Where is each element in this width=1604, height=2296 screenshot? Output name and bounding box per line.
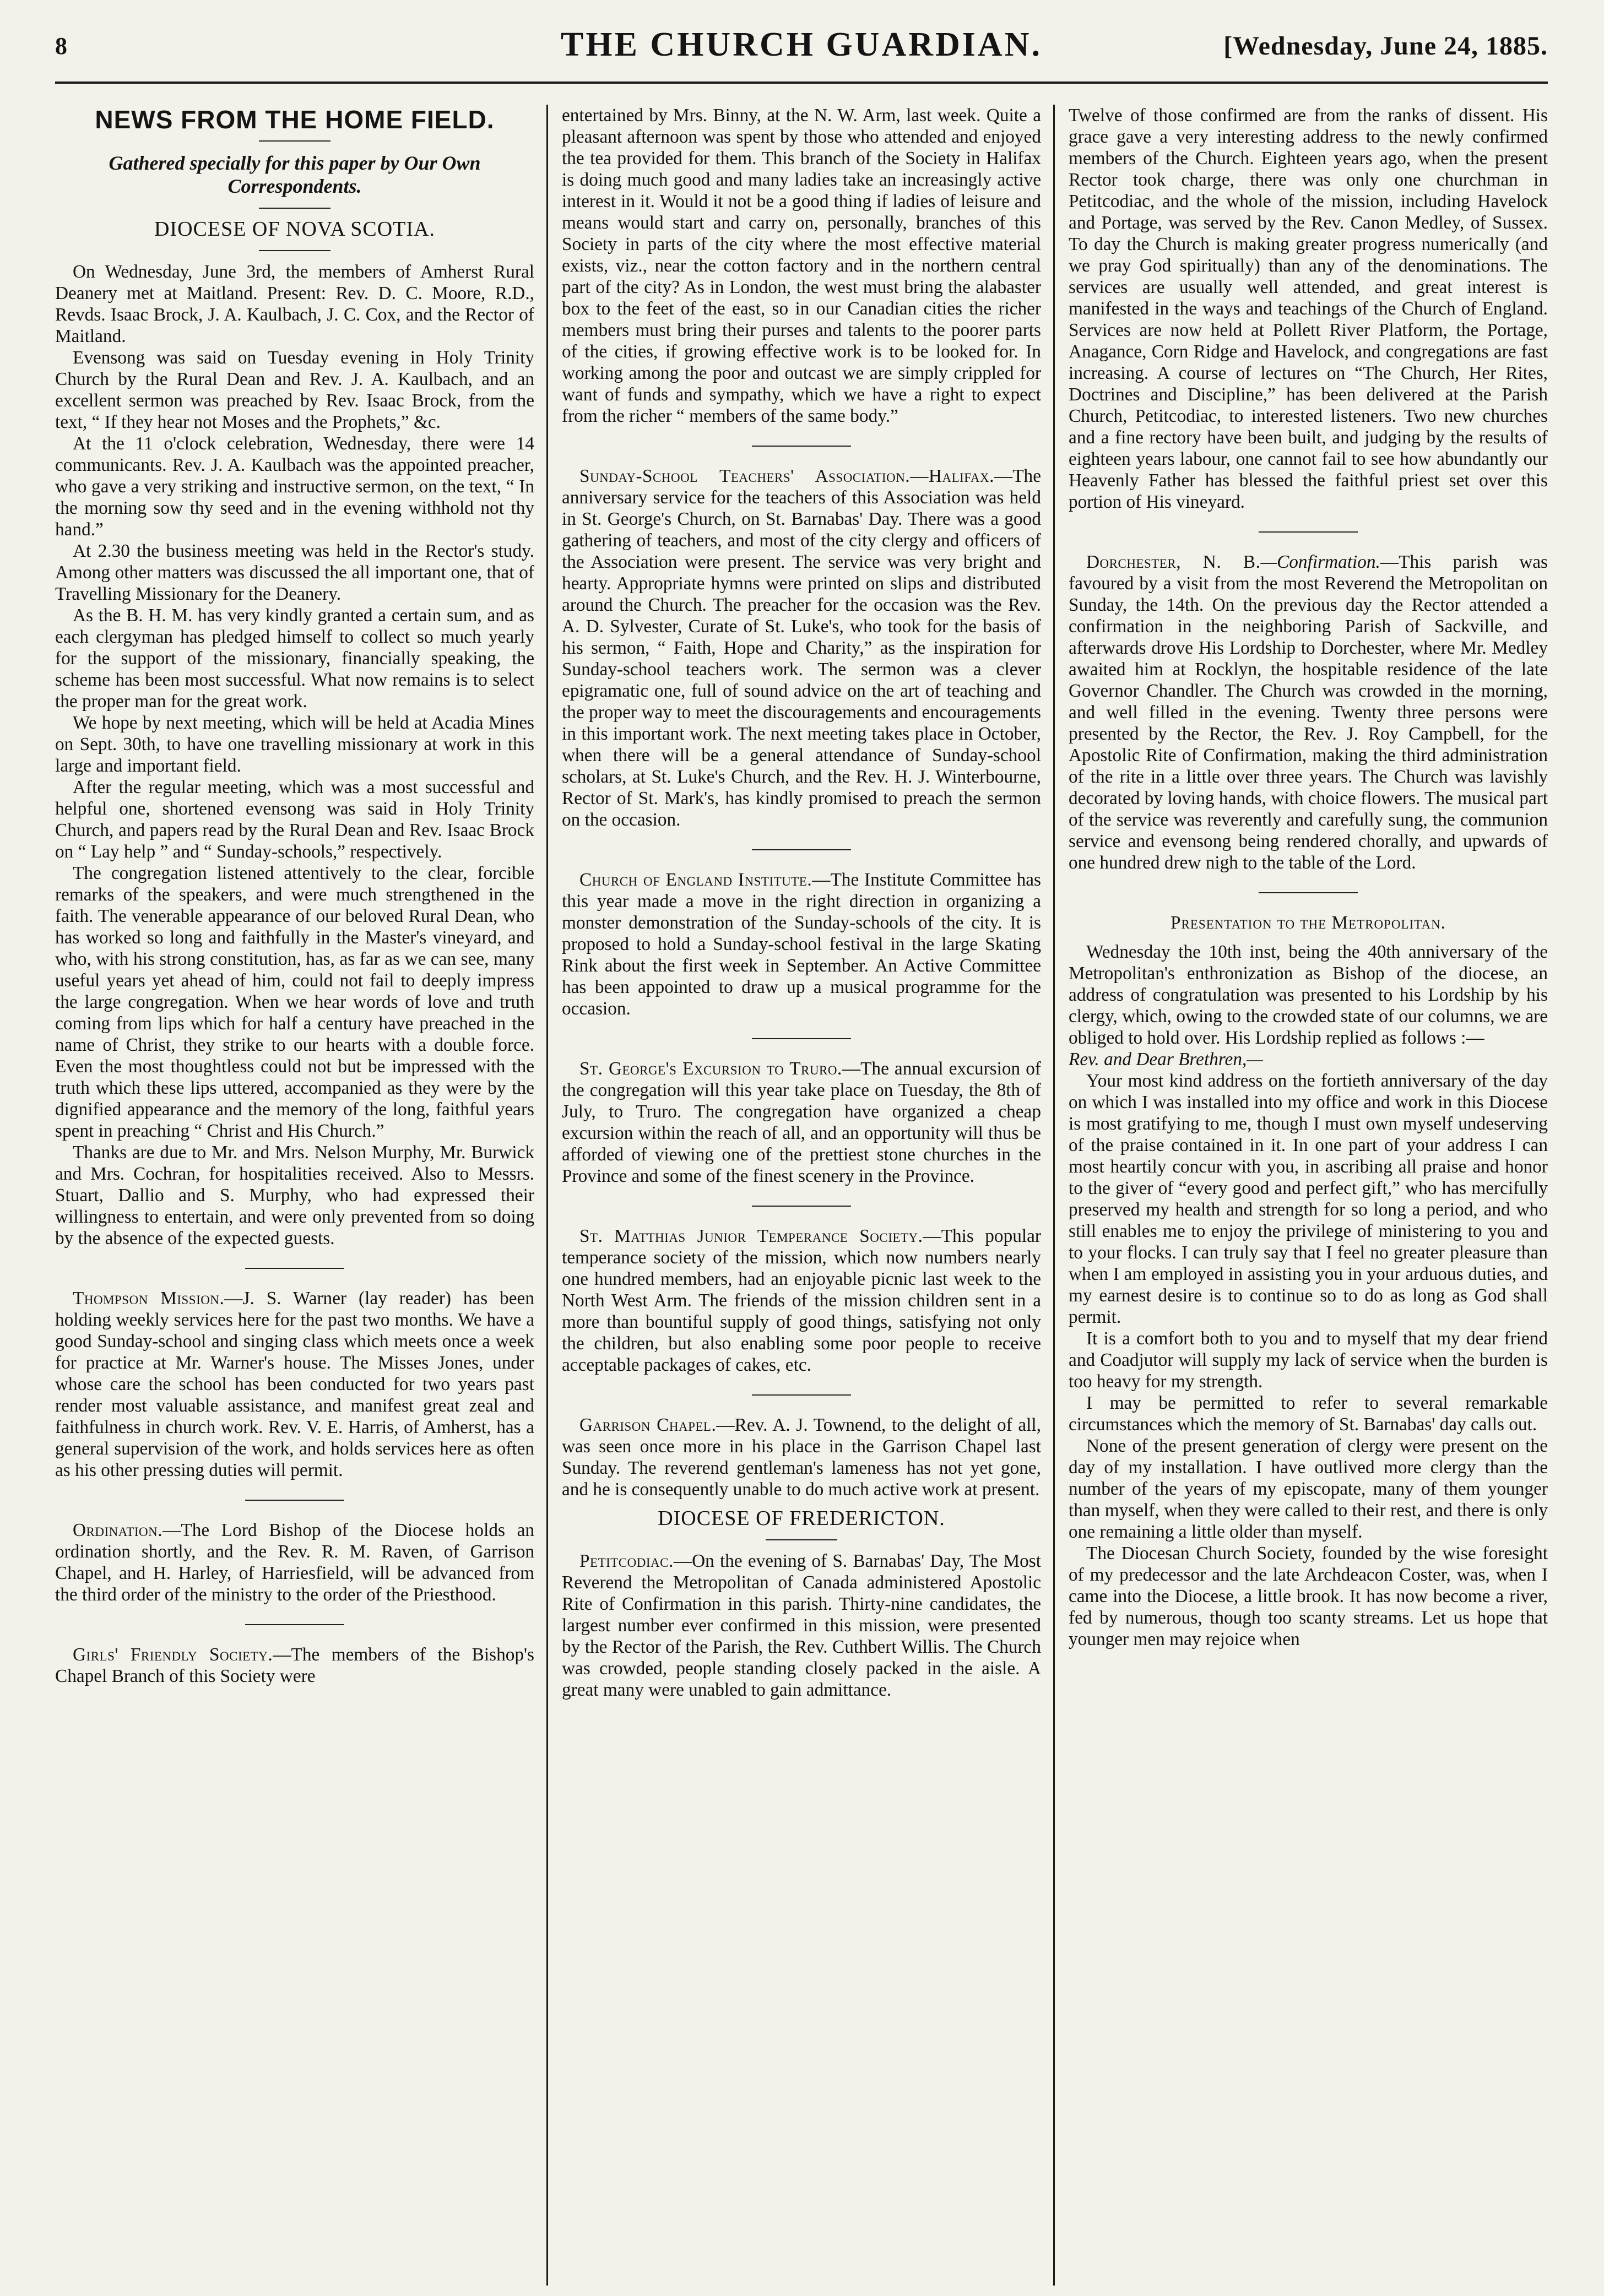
article-head: St. Matthias Junior Temperance Society.: [579, 1226, 923, 1246]
paragraph: On Wednesday, June 3rd, the members of Amherst Rural Deanery met at Maitland. Present: Rev. D. C. Moore, R.D., Revds. Isaac Brock, J. A. Kaulbach, J. C. Cox, and the Rector of Maitland.: [55, 262, 534, 346]
article-church-institute: [562, 869, 1041, 1019]
diocese-heading-fredericton: DIOCESE OF FREDERICTON.: [658, 1507, 945, 1530]
article-petitcodiac: [562, 1550, 1041, 1701]
separator: [752, 1206, 851, 1207]
paragraph: Twelve of those confirmed are from the ranks of dissent. His grace gave a very interesting address to the newly confirmed members of the Church. Eighteen years ago, when the present Rector took charge, there was only one churchman in Petitcodiac, and the whole of the mission, including Havelock and Portage, was served by the Rev. Canon Medley, of Sussex. To day the Church is making greater progress numerically (and we pray God spiritually) than any of the denominations. The services are usually well attended, and great interest is manifested in the ways and teachings of the Church of England. Services are now held at Pollett River Platform, the Portage, Anagance, Corn Ridge and Havelock, and congregations are fast increasing. A course of lectures on “The Church, Her Rites, Doctrines and Discipline,” has been delivered at the Parish Church, Petitcodiac, to interested listeners. Two new churches and a fine rectory have been built, and judging by the results of eighteen years labour, one cannot fail to see how abundantly our Heavenly Father has blessed the faithful priest set over this portion of His vineyard.: [1069, 105, 1548, 512]
article-head: St. George's Excursion to Truro.: [579, 1059, 842, 1079]
paragraph: Your most kind address on the fortieth anniversary of the day on which I was installed into my office and work in this Diocese is most gratifying to me, though I must own myself undeserving of the praise contained in it. In one part of your address I can most heartily concur with you, in ascribing all praise and honor to the giver of “every good and perfect gift,” who has mercifully preserved my health and strength for so long a period, and who still enables me to enjoy the privilege of ministering to you and to your flocks. I can truly say that I feel no greater pleasure than when I am employed in assisting you in your arduous duties, and my earnest desire is to continue so to do as long as God shall permit.: [1069, 1071, 1548, 1327]
article-head: Garrison Chapel.: [579, 1415, 717, 1435]
newspaper-title: THE CHURCH GUARDIAN.: [561, 26, 1042, 63]
separator: [259, 140, 330, 142]
separator: [245, 1500, 344, 1501]
article-head: Petitcodiac.: [579, 1551, 674, 1571]
article-head: Dorchester, N. B.: [1086, 552, 1261, 572]
separator: [1259, 531, 1358, 533]
paragraph: The congregation listened attentively to the clear, forcible remarks of the speakers, and were much strengthened in the faith. The venerable appearance of our beloved Rural Dean, who has worked so long and faithfully in the Master's vineyard, and who, with his strong constitution, has, as far as we can see, many useful years yet ahead of him, could not fail to deeply impress the large congregation. When we hear words of love and truth coming from lips which for half a century have preached in the name of Christ, they strike to our hearts with a double force. Even the most thoughtless could not but be impressed with the truth which these lips uttered, accompanied as they were by the dignified appearance and the memory of the long, faithful years spent in preaching “ Christ and His Church.”: [55, 863, 534, 1141]
article-head: Thompson Mission.: [73, 1288, 225, 1309]
separator: [245, 1268, 344, 1269]
column-1: [55, 105, 534, 2286]
column-3: [1069, 105, 1548, 2286]
article-truro-excursion: [562, 1058, 1041, 1187]
article-body: —This popular temperance society of the mission, which now numbers nearly one hundred members, had an enjoyable picnic last week to the North West Arm. The friends of the mission children sent in a more than bountiful supply of good things, satisfying not only the children, but also enabling some poor people to receive acceptable packages of cakes, etc.: [562, 1226, 1041, 1375]
separator: [752, 1394, 851, 1396]
paragraph: It is a comfort both to you and to myself that my dear friend and Coadjutor will supply my lack of service when the burden is too heavy for my strength.: [1069, 1328, 1548, 1392]
article-body: —The annual excursion of the congregation will this year take place on Tuesday, the 8th of July, to Truro. The congregation have organized a cheap excursion within the reach of all, and an opportunity will thus be afforded of viewing one of the prettiest stone churches in the Province and some of the finest scenery in the Province.: [562, 1059, 1041, 1186]
article-head: Sunday-School Teachers' Association.—Halifax.: [579, 466, 994, 486]
separator: [1259, 892, 1358, 893]
issue-date: [Wednesday, June 24, 1885.: [1223, 31, 1548, 61]
article-head: Ordination.: [73, 1520, 163, 1540]
paragraph: None of the present generation of clergy were present on the day of my installation. I have outlived more clergy than the number of the years of my episcopate, many of them younger than myself, when they were called to their rest, and there is only one remaining a little older than myself.: [1069, 1436, 1548, 1542]
salutation: Rev. and Dear Brethren,—: [1069, 1049, 1263, 1070]
article-head: Church of England Institute.: [579, 870, 812, 890]
article-garrison-chapel: [562, 1414, 1041, 1500]
article-subhead: —Confirmation.: [1260, 552, 1380, 572]
paragraph: entertained by Mrs. Binny, at the N. W. Arm, last week. Quite a pleasant afternoon was spent by those who attended and enjoyed the tea provided for them. This branch of the Society in Halifax is doing much good and many ladies take an increasingly active interest in it. Would it not be a good thing if ladies of leisure and means would start and carry on, personally, branches of this Society in parts of the city where the most effective material exists, viz., near the cotton factory and in the northern central part of the city? As in London, the west must bring the alabaster box to the feet of the east, so in our Canadian cities the richer members must bring their purses and talents to the poorer parts of the cities, if growing effective work is to be looked for. In working among the poor and outcast we are simply crippled for want of funds and sympathy, which we have a right to expect from the richer “ members of the same body.”: [562, 105, 1041, 426]
article-st-matthias: [562, 1225, 1041, 1376]
column-rule-2: [1053, 105, 1055, 2286]
article-body: —The members of the Bishop's Chapel Branch of this Society were: [55, 1644, 534, 1686]
section-subhead: Gathered specially for this paper by Our Own Correspondents.: [109, 152, 481, 197]
presentation-heading: Presentation to the Metropolitan.: [1171, 913, 1446, 933]
article-body: —Rev. A. J. Townend, to the delight of all, was seen once more in his place in the Garrison Chapel last Sunday. The reverend gentleman's lameness has not yet gone, and he is consequently unable to do much active work at present.: [562, 1415, 1041, 1500]
separator: [752, 1038, 851, 1039]
article-body: —The Institute Committee has this year made a move in the right direction in organizing a monster demonstration of the Sunday-schools of the city. It is proposed to hold a Sunday-school festival in the large Skating Rink about the first week in September. An Active Committee has been appointed to draw up a musical programme for the occasion.: [562, 870, 1041, 1019]
paragraph: At the 11 o'clock celebration, Wednesday, there were 14 communicants. Rev. J. A. Kaulbach was the appointed preacher, who gave a very striking and instructive sermon, on the text, “ In the morning sow thy seed and in the evening withhold not thy hand.”: [55, 433, 534, 540]
paragraph: After the regular meeting, which was a most successful and helpful one, shortened evensong was said in Holy Trinity Church, and papers read by the Rural Dean and Rev. Isaac Brock on “ Lay help ” and “ Sunday-schools,” respectively.: [55, 777, 534, 862]
column-2: [562, 105, 1041, 2286]
article-body: —J. S. Warner (lay reader) has been holding weekly services here for the past two months. We have a good Sunday-school and singing class which meets once a week for practice at Mr. Warner's house. The Misses Jones, under whose care the school has been conducted for two years past render most valuable assistance, and manifest great zeal and faithfulness in church work. Rev. V. E. Harris, of Amherst, has a general supervision of the work, and holds services here as often as his other pressing duties will permit.: [55, 1288, 534, 1480]
section-title: NEWS FROM THE HOME FIELD.: [95, 105, 495, 134]
column-rule-1: [546, 105, 548, 2286]
paragraph: We hope by next meeting, which will be held at Acadia Mines on Sept. 30th, to have one travelling missionary at work in this large and important field.: [55, 713, 534, 776]
article-girls-friendly-society: [55, 1644, 534, 1687]
article-ordination: [55, 1519, 534, 1605]
separator: [259, 250, 330, 251]
separator: [259, 208, 330, 209]
diocese-heading-nova-scotia: DIOCESE OF NOVA SCOTIA.: [154, 218, 436, 241]
article-body: —On the evening of S. Barnabas' Day, The Most Reverend the Metropolitan of Canada administered Apostolic Rite of Confirmation in this parish. Thirty-nine candidates, the largest number ever confirmed in this mission, were presented by the Rector of the Parish, the Rev. Cuthbert Willis. The Church was crowded, people standing closely packed in the aisle. A great many were unabled to gain admittance.: [562, 1551, 1041, 1700]
separator: [245, 1624, 344, 1625]
article-thompson-mission: [55, 1288, 534, 1481]
paragraph: The Diocesan Church Society, founded by the wise foresight of my predecessor and the late Archdeacon Coster, was, when I came into the Diocese, a little brook. It has now become a river, fed by numerous, though too scanty streams. Let us hope that younger men may rejoice when: [1069, 1543, 1548, 1649]
article-body: —The Lord Bishop of the Diocese holds an ordination shortly, and the Rev. R. M. Raven, of Garrison Chapel, and H. Harley, of Harriesfield, will be advanced from the third order of the ministry to the order of the Priesthood.: [55, 1520, 534, 1605]
separator: [766, 1539, 837, 1540]
article-body: —The anniversary service for the teachers of this Association was held in St. George's Church, on St. Barnabas' Day. There was a good gathering of teachers, and most of the city clergy and officers of the Association were present. The service was very bright and hearty. Appropriate hymns were printed on slips and distributed around the Church. The preacher for the occasion was the Rev. A. D. Sylvester, Curate of St. Luke's, who took for the basis of his sermon, “ Faith, Hope and Charity,” as the inspiration for Sunday-school teachers work. The sermon was a clever epigramatic one, full of sound advice on the art of teaching and the proper way to meet the discouragements and encouragements in this important work. The next meeting takes place in October, when there will be a general attendance of Sunday-school scholars, at St. Luke's Church, and the Rev. H. J. Winterbourne, Rector of St. Mark's, has kindly promised to preach the sermon on the occasion.: [562, 466, 1041, 830]
separator: [752, 849, 851, 850]
article-sunday-school-teachers: [562, 465, 1041, 831]
paragraph: Thanks are due to Mr. and Mrs. Nelson Murphy, Mr. Burwick and Mrs. Cochran, for hospitalities received. Also to Messrs. Stuart, Dallio and S. Murphy, who had expressed their willingness to entertain, and were only prevented from so doing by the absence of the expected guests.: [55, 1142, 534, 1249]
page-number: 8: [55, 32, 67, 59]
paragraph: At 2.30 the business meeting was held in the Rector's study. Among other matters was discussed the all important one, that of Travelling Missionary for the Deanery.: [55, 541, 534, 604]
separator: [752, 446, 851, 447]
article-body: —This parish was favoured by a visit from the most Reverend the Metropolitan on Sunday, the 14th. On the previous day the Rector attended a confirmation in the neighboring Parish of Sackville, and afterwards drove His Lordship to Dorchester, where Mr. Medley awaited him at Rocklyn, the hospitable residence of the late Governor Chandler. The Church was crowded in the morning, and well filled in the evening. Twenty three persons were presented by the Rector, the Rev. J. Roy Campbell, for the Apostolic Rite of Confirmation, making the third administration of the rite in a little over three years. The Church was lavishly decorated by loving hands, with choice flowers. The musical part of the service was reverently and carefully sung, the communion service and evensong being rendered chorally, and upwards of one hundred drew nigh to the table of the Lord.: [1069, 552, 1548, 873]
paragraph: Evensong was said on Tuesday evening in Holy Trinity Church by the Rural Dean and Rev. J. A. Kaulbach, and an excellent sermon was preached by Rev. Isaac Brock, from the text, “ If they hear not Moses and the Prophets,” &c.: [55, 348, 534, 432]
article-dorchester: [1069, 551, 1548, 873]
article-head: Girls' Friendly Society.: [73, 1644, 273, 1665]
paragraph: As the B. H. M. has very kindly granted a certain sum, and as each clergyman has pledged himself to collect so much yearly for the support of the missionary, financially speaking, the scheme has been most successful. What now remains is to select the proper man for the great work.: [55, 605, 534, 712]
masthead: [55, 21, 1548, 84]
paragraph: I may be permitted to refer to several remarkable circumstances which the memory of St. Barnabas' day calls out.: [1069, 1393, 1548, 1435]
paragraph: Wednesday the 10th inst, being the 40th anniversary of the Metropolitan's enthronization as Bishop of the diocese, an address of congratulation was presented to his Lordship by his clergy, which, owing to the crowded state of our columns, we are obliged to hold over. His Lordship replied as follows :—: [1069, 942, 1548, 1048]
